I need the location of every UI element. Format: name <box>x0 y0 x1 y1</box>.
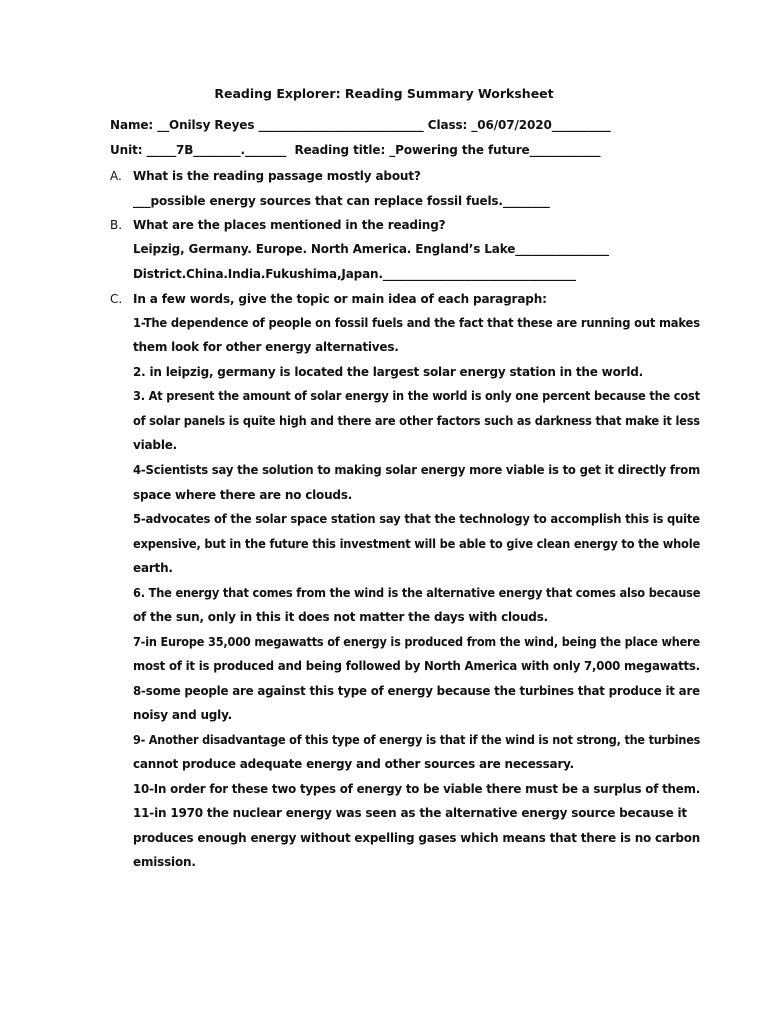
class-label: Class: <box>427 118 468 132</box>
unit-value: _____7B________._______ <box>146 143 287 157</box>
class-value: _06/07/2020__________ <box>471 118 611 132</box>
paragraph-line: of the sun, only in this it does not matter the days with clouds. <box>133 610 548 624</box>
paragraph-line: viable. <box>133 438 178 452</box>
paragraph-line: 2. in leipzig, germany is located the largest solar energy station in the world. <box>133 365 643 379</box>
question-c-letter: C. <box>110 292 123 306</box>
paragraph-line: 8-some people are against this type of energy because the turbines that produce it are <box>133 684 700 698</box>
paragraph-line: produces enough energy without expelling gases which means that there is no carbon <box>133 831 701 845</box>
question-b-text: What are the places mentioned in the reading? <box>133 218 446 232</box>
name-label: Name: <box>110 118 154 132</box>
paragraph-line: 5-advocates of the solar space station say that the technology to accomplish this is quite <box>133 512 700 526</box>
question-a-letter: A. <box>110 169 122 183</box>
paragraph-line: expensive, but in the future this investment will be able to give clean energy to the whole <box>133 537 701 551</box>
paragraph-line: earth. <box>133 561 173 575</box>
question-a-answer: ___possible energy sources that can replace fossil fuels.________ <box>133 194 550 208</box>
name-value: __Onilsy Reyes ____________________________ <box>157 118 424 132</box>
question-b-answer-line1: Leipzig, Germany. Europe. North America. England’s Lake________________ <box>133 242 609 256</box>
paragraph-line: 1-The dependence of people on fossil fuels and the fact that these are running out makes <box>133 316 700 330</box>
reading-title-label: Reading title: <box>294 143 386 157</box>
unit-title-row <box>110 143 600 157</box>
unit-label: Unit: <box>110 143 143 157</box>
paragraph-line: 3. At present the amount of solar energy in the world is only one percent because the cost <box>133 389 700 403</box>
paragraph-line: 11-in 1970 the nuclear energy was seen as the alternative energy source because it <box>133 806 687 820</box>
question-b-letter: B. <box>110 218 123 232</box>
paragraph-line: 4-Scientists say the solution to making solar energy more viable is to get it directly from <box>133 463 701 477</box>
paragraph-line: 7-in Europe 35,000 megawatts of energy is produced from the wind, being the place where <box>133 635 700 649</box>
paragraph-line: emission. <box>133 855 196 869</box>
paragraph-line: 10-In order for these two types of energy to be viable there must be a surplus of them. <box>133 782 701 796</box>
paragraph-line: noisy and ugly. <box>133 708 232 722</box>
question-b-answer-line2: District.China.India.Fukushima,Japan._________________________________ <box>133 267 576 281</box>
paragraph-line: space where there are no clouds. <box>133 488 353 502</box>
paragraph-line: most of it is produced and being followed by North America with only 7,000 megawatts. <box>133 659 700 673</box>
paragraph-line: 9- Another disadvantage of this type of energy is that if the wind is not strong, the turbines <box>133 733 701 747</box>
paragraph-line: cannot produce adequate energy and other sources are necessary. <box>133 757 575 771</box>
name-class-row <box>110 118 611 132</box>
question-a-text: What is the reading passage mostly about? <box>133 169 421 183</box>
paragraph-line: of solar panels is quite high and there are other factors such as darkness that make it less <box>133 414 700 428</box>
paragraph-line: 6. The energy that comes from the wind is the alternative energy that comes also because <box>133 586 701 600</box>
paragraph-line: them look for other energy alternatives. <box>133 340 399 354</box>
question-c-text: In a few words, give the topic or main idea of each paragraph: <box>133 292 547 306</box>
reading-title-value: _Powering the future____________ <box>389 143 601 157</box>
worksheet-title: Reading Explorer: Reading Summary Worksheet <box>214 86 554 101</box>
